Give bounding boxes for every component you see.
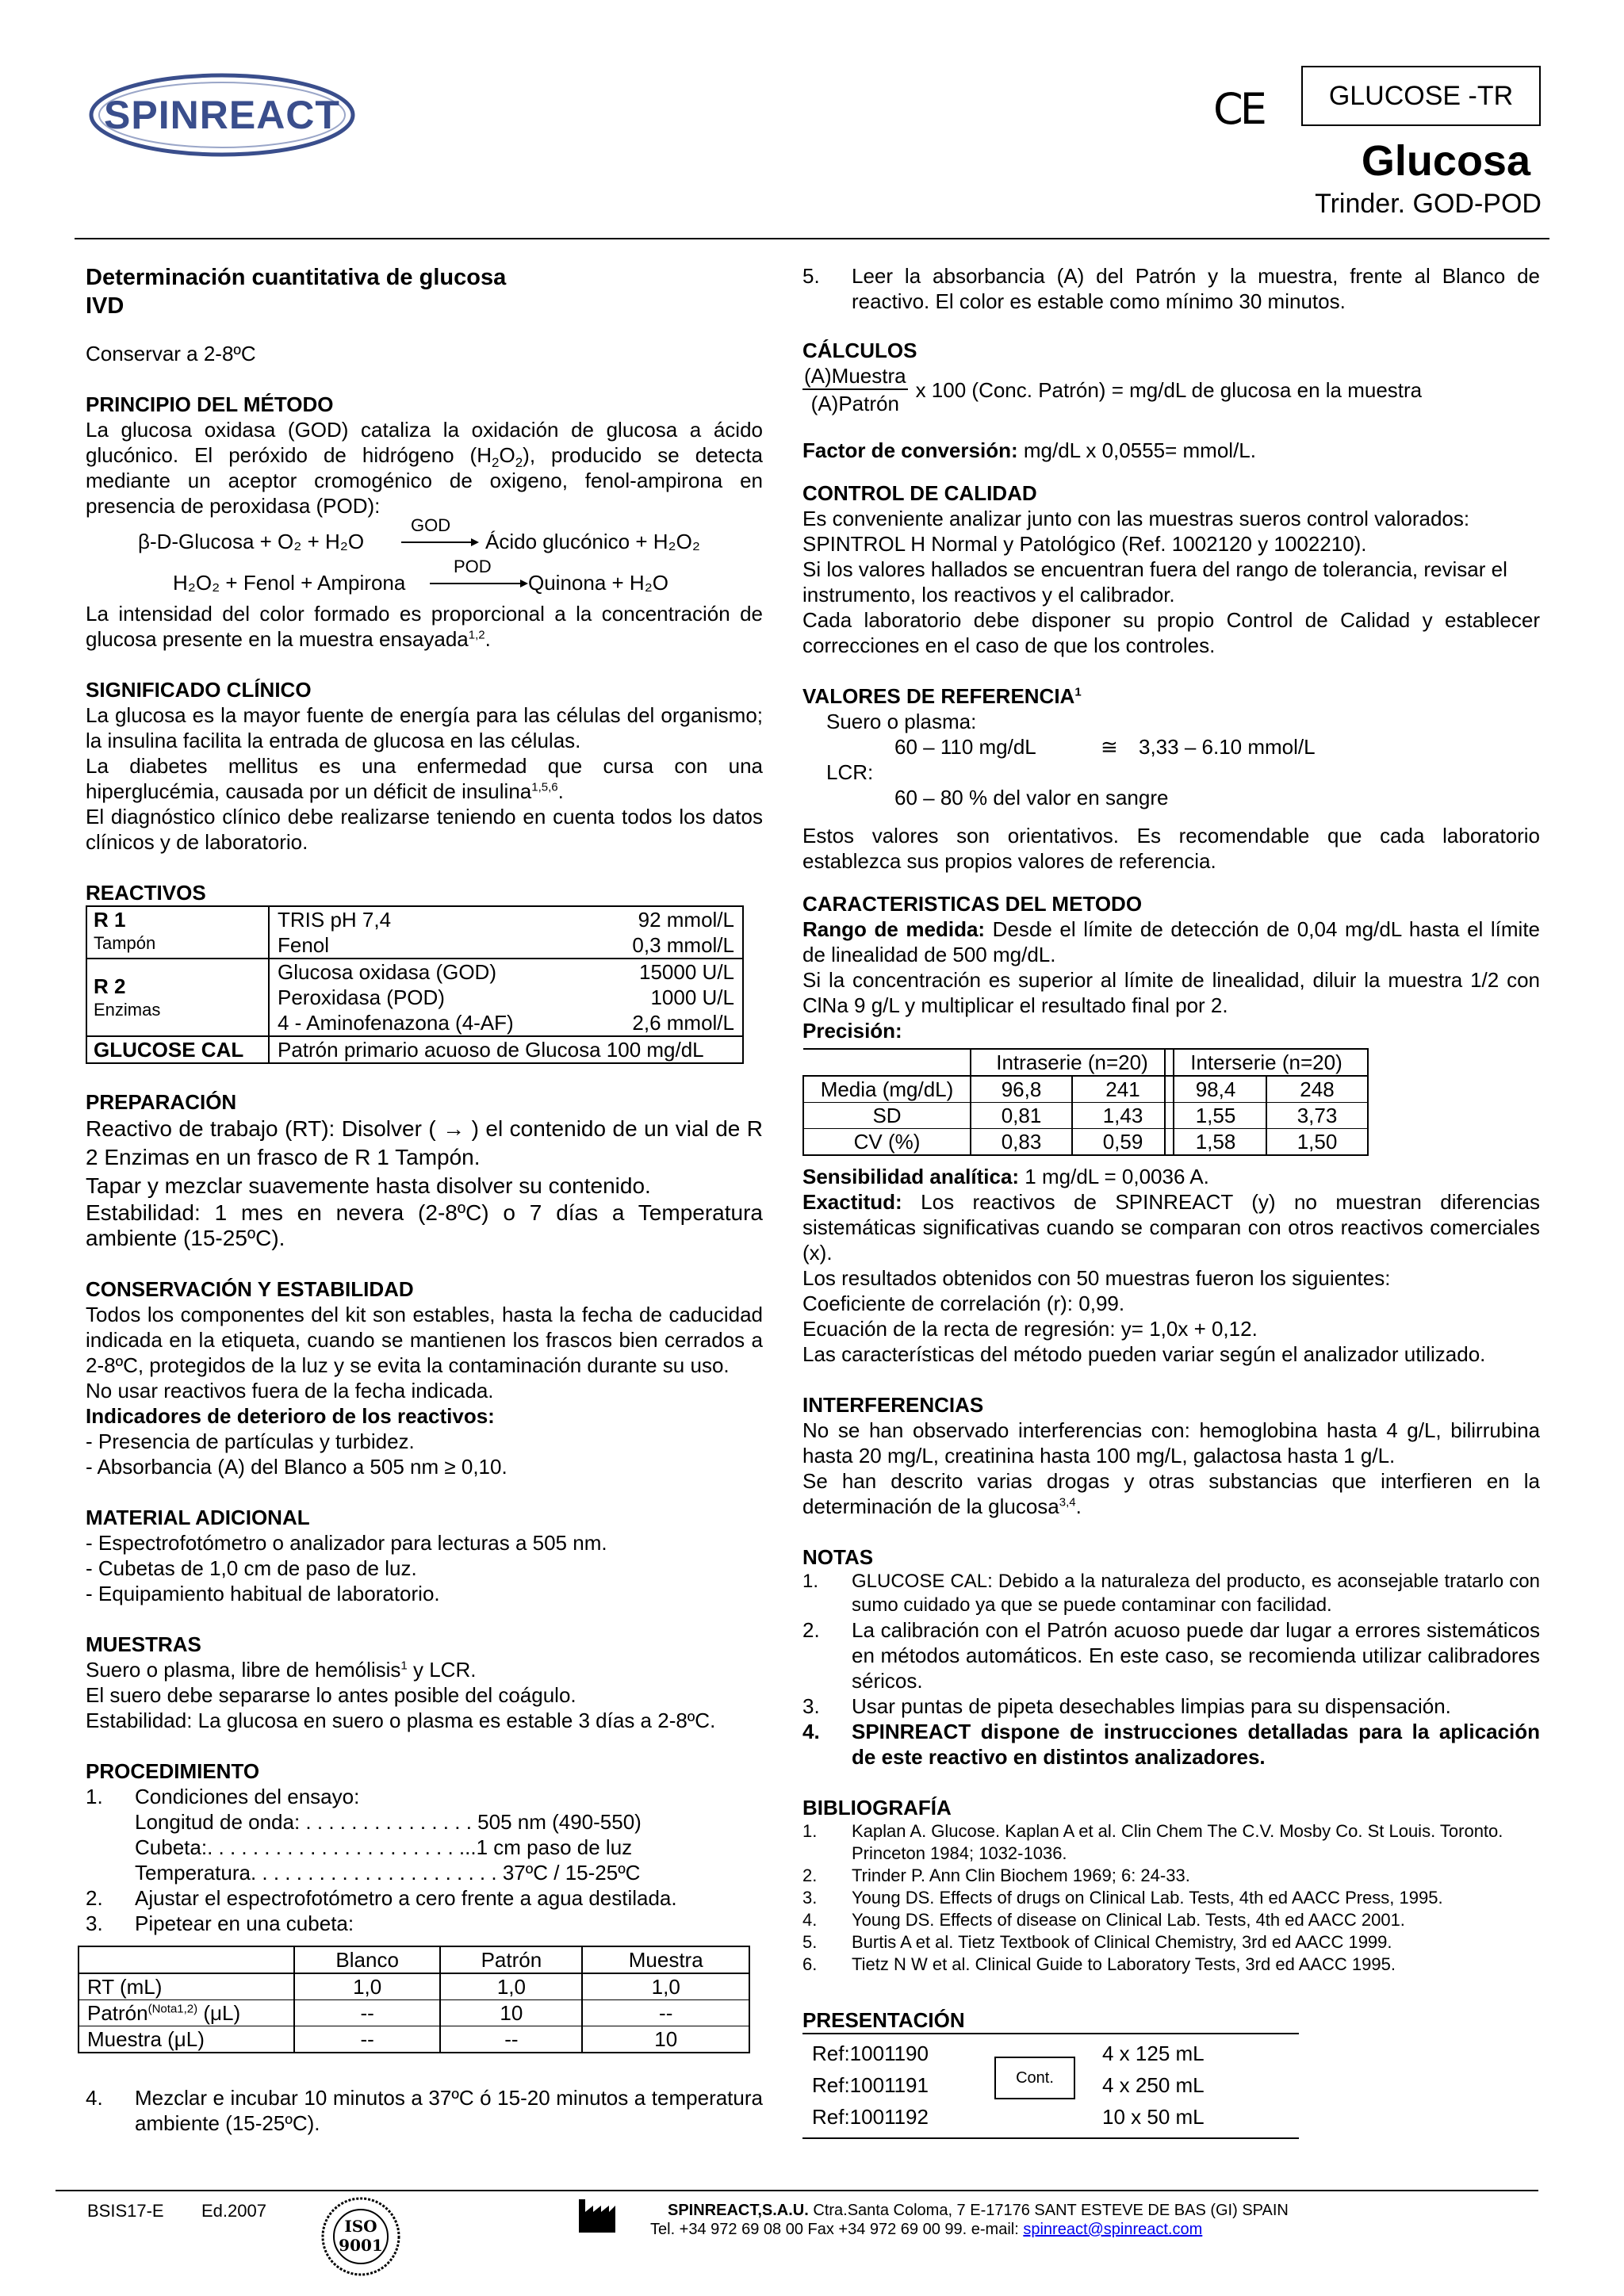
reagent-name: Glucosa oxidasa (GOD) xyxy=(278,960,496,984)
muestras-p1-body: Suero o plasma, libre de hemólisis xyxy=(86,1658,401,1682)
principio-text-b: ), producido se detecta mediante un aceptor cromogénico de oxigeno, fenol-ampirona en presencia de peroxidasa (POD): xyxy=(86,443,763,518)
table-cell: Media (mg/dL) xyxy=(803,1076,971,1103)
list-item xyxy=(802,1931,1540,1954)
referencia-note: Estos valores son orientativos. Es recomendable que cada laboratorio establezca sus propios valores de referencia. xyxy=(802,824,1540,873)
bib-number: 1. xyxy=(802,1821,818,1841)
interferencias-ref: 3,4 xyxy=(1059,1495,1076,1510)
doc-title-line1: Determinación cuantitativa de glucosa xyxy=(86,265,507,290)
table-cell: -- xyxy=(294,2000,440,2026)
bib-text: Trinder P. Ann Clin Biochem 1969; 6: 24-33. xyxy=(852,1866,1190,1885)
table-header-cell: Muestra xyxy=(628,1948,703,1972)
iso-number: 9001 xyxy=(339,2236,383,2255)
list-item xyxy=(802,1719,1540,1770)
preparacion-t1 xyxy=(86,1115,763,1172)
table-row xyxy=(79,2000,749,2026)
preparacion-t3: Estabilidad: 1 mes en nevera (2-8ºC) o 7 días a Temperatura ambiente (15-25ºC). xyxy=(86,1200,763,1250)
conservacion-p1: Todos los componentes del kit son estables, hasta la fecha de caducidad indicada en la etiqueta, cuando se mantienen los frascos bien cerrados a 2-8ºC, protegidos de la luz y se evita la contaminación durante su uso. xyxy=(86,1303,763,1377)
reagent-value: 0,3 mmol/L xyxy=(632,933,734,957)
leader-dots: . . . . . . . . . . . . . . . . . . . . . . xyxy=(250,1861,497,1885)
header-rule xyxy=(75,238,1549,239)
r1-cell xyxy=(86,906,269,959)
calculos-heading: CÁLCULOS xyxy=(802,339,917,362)
control-p3: Cada laboratorio debe disponer su propio Control de Calidad y establecer correcciones en el caso de que los controles. xyxy=(802,608,1540,657)
table-row xyxy=(79,2026,749,2053)
reaction-2 xyxy=(86,557,763,601)
bib-text: Kaplan A. Glucose. Kaplan A et al. Clin Chem The C.V. Mosby Co. St Louis. Toronto. Princeton 1984; 1032-1036. xyxy=(852,1821,1503,1863)
pack-size: 4 x 250 mL xyxy=(1102,2073,1205,2097)
preparacion-heading: PREPARACIÓN xyxy=(86,1090,237,1114)
table-cell: 3,73 xyxy=(1297,1104,1338,1127)
table-cell: SD xyxy=(803,1103,971,1129)
reaction-arrow-icon xyxy=(401,536,481,549)
principio-text-c-end: . xyxy=(485,627,491,651)
muestras-heading: MUESTRAS xyxy=(86,1632,201,1656)
table-cell: 1,0 xyxy=(651,1975,680,1999)
table-cell: 98,4 xyxy=(1165,1076,1266,1103)
clinico-p2-body: La diabetes mellitus es una enfermedad que cursa con una hiperglucémia, causada por un déficit de insulina xyxy=(86,754,763,803)
ivd-label: IVD xyxy=(86,293,124,319)
patron-unit: (μL) xyxy=(197,2001,241,2025)
table-cell: -- xyxy=(294,2026,440,2053)
table-row xyxy=(1165,1129,1368,1156)
factory-icon xyxy=(579,2196,615,2233)
table-cell: 10 xyxy=(440,2000,582,2026)
bib-text: Young DS. Effects of drugs on Clinical Lab. Tests, 4th ed AACC Press, 1995. xyxy=(852,1888,1443,1908)
table-header-cell xyxy=(79,1946,294,1973)
list-item xyxy=(802,1693,1540,1719)
interferencias-p2 xyxy=(802,1468,1540,1519)
step-number: 4. xyxy=(86,2086,103,2110)
conservacion-sub: Indicadores de deterioro de los reactivos: xyxy=(86,1404,495,1428)
reaction-1 xyxy=(86,515,763,560)
precision-intra-table xyxy=(802,1048,1174,1156)
table-row xyxy=(1165,1076,1368,1103)
caracteristicas-heading: CARACTERISTICAS DEL METODO xyxy=(802,892,1143,916)
note-number: 3. xyxy=(802,1694,820,1718)
list-item: - Absorbancia (A) del Blanco a 505 nm ≥ 0,10. xyxy=(86,1455,508,1479)
referencia-heading-text: VALORES DE REFERENCIA xyxy=(802,684,1075,708)
list-item: - Presencia de partículas y turbidez. xyxy=(86,1429,415,1453)
list-item xyxy=(86,2085,763,2136)
condition-label: Longitud de onda: xyxy=(135,1810,301,1834)
bibliografia-heading: BIBLIOGRAFÍA xyxy=(802,1796,952,1820)
pack-size: 10 x 50 mL xyxy=(1102,2105,1205,2129)
bib-text: Tietz N W et al. Clinical Guide to Laboratory Tests, 3rd ed AACC 1995. xyxy=(852,1954,1396,1974)
precision-tables xyxy=(802,1048,1540,1156)
factor-line xyxy=(802,438,1540,463)
note-text: Usar puntas de pipeta desechables limpias para su dispensación. xyxy=(852,1694,1451,1718)
patron-note: (Nota1,2) xyxy=(147,2002,198,2016)
factor-label: Factor de conversión: xyxy=(802,438,1018,462)
bib-number: 3. xyxy=(802,1888,818,1908)
material-item: Equipamiento habitual de laboratorio. xyxy=(98,1582,440,1605)
rango-label: Rango de medida: xyxy=(802,917,986,941)
iso-seal xyxy=(320,2196,401,2277)
preparacion-t2: Tapar y mezclar suavemente hasta disolver su contenido. xyxy=(86,1173,651,1198)
ref-code: Ref:1001192 xyxy=(812,2105,929,2129)
table-cell: RT (mL) xyxy=(79,1973,294,2000)
table-header-cell: Interserie (n=20) xyxy=(1190,1050,1342,1074)
step-text: Mezclar e incubar 10 minutos a 37ºC ó 15-20 minutos a temperatura ambiente (15-25ºC). xyxy=(135,2086,763,2135)
control-p2: Si los valores hallados se encuentran fuera del rango de tolerancia, revisar el instrumento, los reactivos y el calibrador. xyxy=(802,557,1507,607)
table-cell: 241 xyxy=(1072,1076,1174,1103)
ref-serum-label: Suero o plasma: xyxy=(826,710,977,733)
clinico-heading: SIGNIFICADO CLÍNICO xyxy=(86,678,312,702)
reaction-2-left: H₂O₂ + Fenol + Ampirona xyxy=(173,571,406,595)
table-cell: 1,58 xyxy=(1165,1129,1266,1156)
ref-code: Ref:1001190 xyxy=(812,2042,929,2065)
table-cell: 96,8 xyxy=(971,1076,1072,1103)
presentacion-heading: PRESENTACIÓN xyxy=(802,2008,965,2032)
table-row xyxy=(79,1973,749,2000)
analyzer-note: Las características del método pueden variar según el analizador utilizado. xyxy=(802,1342,1486,1366)
notas-heading: NOTAS xyxy=(802,1545,874,1569)
company-address: Ctra.Santa Coloma, 7 E-17176 SANT ESTEVE DE BAS (GI) SPAIN xyxy=(808,2202,1289,2219)
principio-text: La glucosa oxidasa (GOD) cataliza la oxidación de glucosa a ácido glucónico. El peróxido de hidrógeno $(H_2O_2)$, producido se detecta mediante un aceptor cromogénico de oxigeno, fenol-ampirona en presencia de peroxidasa (POD): xyxy=(86,418,763,518)
list-item xyxy=(802,1909,1540,1931)
ref-code: Ref:1001191 xyxy=(812,2073,929,2097)
table-header-cell: Blanco xyxy=(294,1946,440,1973)
table-cell xyxy=(803,1049,971,1076)
table-cell: 1,0 xyxy=(440,1973,582,2000)
doc-title xyxy=(86,263,763,292)
condition-label: Cubeta:. xyxy=(135,1835,213,1859)
table-cell: 1,0 xyxy=(294,1973,440,2000)
list-item xyxy=(802,1865,1540,1887)
deterioro-item: Absorbancia (A) del Blanco a 505 nm ≥ 0,10. xyxy=(97,1455,508,1479)
leader-dots: . . . . . . . . . . . . . . . . . . . . . .. xyxy=(213,1835,471,1859)
list-item xyxy=(802,1820,1540,1865)
interferencias-p2-body: Se han descrito varias drogas y otras substancias que interfieren en la determinación de la glucosa xyxy=(802,1469,1540,1518)
control-p1: Es conveniente analizar junto con las muestras sueros control valorados: SPINTROL H Normal y Patológico (Ref. 1002120 y 1002210). xyxy=(802,507,1470,556)
bib-number: 2. xyxy=(802,1866,818,1885)
muestras-p2: El suero debe separarse lo antes posible del coágulo. xyxy=(86,1683,576,1707)
note-number: 2. xyxy=(802,1618,820,1642)
r2-cell xyxy=(86,959,269,1036)
bib-number: 6. xyxy=(802,1954,818,1974)
calc-formula xyxy=(802,363,1540,417)
footer-rule xyxy=(56,2190,1538,2191)
results-intro: Los resultados obtenidos con 50 muestras fueron los siguientes: xyxy=(802,1266,1391,1290)
condition-value: .1 cm paso de luz xyxy=(470,1835,633,1859)
calc-numerator: (A)Muestra xyxy=(802,363,908,390)
condition-wavelength xyxy=(86,1809,763,1835)
doc-edition: Ed.2007 xyxy=(201,2201,266,2221)
table-cell xyxy=(79,2000,294,2026)
step-text: Leer la absorbancia (A) del Patrón y la muestra, frente al Blanco de reactivo. El color es estable como mínimo 30 minutos. xyxy=(852,264,1540,313)
list-item xyxy=(86,1784,763,1809)
list-item: - Cubetas de 1,0 cm de paso de luz. xyxy=(86,1556,417,1580)
reaction-arrow-icon xyxy=(430,577,530,590)
approx-icon: ≅ xyxy=(1101,735,1118,759)
note-text: La calibración con el Patrón acuoso puede dar lugar a errores sistemáticos en métodos automáticos. En este caso, se recomienda utilizar calibradores séricos. xyxy=(852,1618,1540,1693)
product-code-box xyxy=(1301,66,1541,126)
calc-denominator: (A)Patrón xyxy=(810,392,899,415)
table-cell: 0,83 xyxy=(971,1129,1072,1156)
list-item: - Espectrofotómetro o analizador para lecturas a 505 nm. xyxy=(86,1531,607,1555)
email-link[interactable]: spinreact@spinreact.com xyxy=(1023,2221,1203,2238)
table-cell: 1,43 xyxy=(1072,1103,1174,1129)
exactitud-label: Exactitud: xyxy=(802,1190,902,1214)
ce-mark: CE xyxy=(1213,84,1264,134)
note-text: GLUCOSE CAL: Debido a la naturaleza del producto, es aconsejable tratarlo con sumo cuidado ya que se puede contaminar con facilidad. xyxy=(852,1571,1540,1616)
regression-text: Ecuación de la recta de regresión: y= 1,0x + 0,12. xyxy=(802,1317,1258,1341)
condition-value: 37ºC / 15-25ºC xyxy=(502,1861,641,1885)
table-header-cell: Patrón xyxy=(440,1946,582,1973)
conservacion-heading: CONSERVACIÓN Y ESTABILIDAD xyxy=(86,1277,414,1301)
rango-text xyxy=(802,916,1540,967)
referencia-heading xyxy=(802,683,1540,709)
page-title: Glucosa xyxy=(1361,137,1530,185)
step-number: 2. xyxy=(86,1886,103,1910)
list-item xyxy=(802,1617,1540,1693)
procedimiento-heading: PROCEDIMIENTO xyxy=(86,1759,260,1783)
reaction-1-right: Ácido glucónico + H₂O₂ xyxy=(485,530,700,553)
correlation-text: Coeficiente de correlación (r): 0,99. xyxy=(802,1292,1125,1315)
table-cell: -- xyxy=(659,2001,673,2025)
footer-address xyxy=(668,2201,1289,2220)
factor-text: mg/dL x 0,0555= mmol/L. xyxy=(1017,438,1256,462)
r2-sub: Enzimas xyxy=(94,1000,161,1020)
table-row xyxy=(86,1036,743,1063)
table-cell: CV (%) xyxy=(803,1129,971,1156)
deterioro-item: Presencia de partículas y turbidez. xyxy=(98,1429,415,1453)
conservacion-p2: No usar reactivos fuera de la fecha indicada. xyxy=(86,1379,494,1402)
reagent-value: 15000 U/L xyxy=(639,960,734,984)
principio-text-a: La glucosa oxidasa (GOD) cataliza la oxidación de glucosa a ácido glucónico. El peróxido de hidrógeno (H xyxy=(86,418,763,467)
muestras-p1-end: y LCR. xyxy=(407,1658,477,1682)
arrow-right-icon: → xyxy=(442,1116,465,1141)
product-code: GLUCOSE -TR xyxy=(1328,80,1514,111)
table-cell: 248 xyxy=(1300,1077,1335,1101)
pipetting-table xyxy=(78,1946,750,2053)
prep-t1a: Reactivo de trabajo (RT): Disolver ( xyxy=(86,1116,436,1141)
principio-ref: 1,2 xyxy=(468,628,485,642)
table-cell: Muestra (μL) xyxy=(79,2026,294,2053)
exactitud-body: Los reactivos de SPINREACT (y) no muestran diferencias sistemáticas significativas cuando se comparan con otros reactivos comerciales (x). xyxy=(802,1190,1540,1265)
bib-number: 5. xyxy=(802,1932,818,1952)
table-cell: 1,50 xyxy=(1297,1130,1338,1154)
cont-box xyxy=(994,2057,1075,2099)
right-column xyxy=(802,263,1540,2139)
clinico-p2 xyxy=(86,753,763,804)
note-number: 4. xyxy=(802,1720,820,1743)
ref-lcr-label: LCR: xyxy=(826,760,874,784)
contact-phone: Tel. +34 972 69 08 00 Fax +34 972 69 00 99. e-mail: xyxy=(650,2221,1024,2238)
sensibilidad-line xyxy=(802,1164,1540,1189)
cal-label: GLUCOSE CAL xyxy=(86,1036,269,1063)
interferencias-p1: No se han observado interferencias con: hemoglobina hasta 4 g/L, bilirrubina hasta 20 mg/L, creatinina hasta 100 mg/L, galactosa hasta 1 g/L. xyxy=(802,1418,1540,1468)
clinico-p1: La glucosa es la mayor fuente de energía para las células del organismo; la insulina facilita la entrada de glucosa en las células. xyxy=(86,703,763,752)
condition-value: 505 nm (490-550) xyxy=(477,1810,642,1834)
list-item: - Equipamiento habitual de laboratorio. xyxy=(86,1582,440,1605)
muestras-p1 xyxy=(86,1657,763,1682)
calc-text: x 100 (Conc. Patrón) = mg/dL de glucosa en la muestra xyxy=(915,377,1423,402)
material-heading: MATERIAL ADICIONAL xyxy=(86,1506,310,1529)
muestras-p3: Estabilidad: La glucosa en suero o plasma es estable 3 días a 2-8ºC. xyxy=(86,1709,716,1732)
dilution-text: Si la concentración es superior al límite de linealidad, diluir la muestra 1/2 con ClNa 9 g/L y multiplicar el resultado final por 2. xyxy=(802,968,1540,1017)
precision-label: Precisión: xyxy=(802,1019,902,1043)
reagent-name: Fenol xyxy=(278,933,330,957)
table-row xyxy=(86,906,743,932)
cont-label: Cont. xyxy=(1016,2068,1054,2087)
list-item xyxy=(802,1570,1540,1617)
table-cell: 0,59 xyxy=(1072,1129,1174,1156)
material-item: Cubetas de 1,0 cm de paso de luz. xyxy=(98,1556,417,1580)
calc-fraction xyxy=(802,363,908,417)
control-heading: CONTROL DE CALIDAD xyxy=(802,481,1037,505)
doc-code: BSIS17-E xyxy=(87,2201,164,2221)
bib-number: 4. xyxy=(802,1910,818,1930)
reagent-name: 4 - Aminofenazona (4-AF) xyxy=(278,1011,514,1035)
brand-logo xyxy=(87,71,357,159)
list-item xyxy=(86,1911,763,1936)
step-text: Condiciones del ensayo: xyxy=(135,1785,360,1808)
reagent-name: TRIS pH 7,4 xyxy=(278,908,392,932)
reaction-1-left: β-D-Glucosa + O₂ + H₂O xyxy=(138,530,365,553)
material-item: Espectrofotómetro o analizador para lecturas a 505 nm. xyxy=(98,1531,607,1555)
reagent-value: 92 mmol/L xyxy=(638,908,734,932)
precision-inter-table xyxy=(1164,1048,1369,1156)
interferencias-p2-end: . xyxy=(1075,1494,1082,1518)
principio-heading: PRINCIPIO DEL MÉTODO xyxy=(86,392,334,416)
referencia-ref: 1 xyxy=(1074,685,1082,699)
footer-contact xyxy=(650,2220,1202,2239)
reactivos-table xyxy=(86,905,744,1064)
table-row xyxy=(1165,1049,1368,1076)
r1-label: R 1 xyxy=(94,908,126,932)
ref-lcr-value: 60 – 80 % del valor en sangre xyxy=(894,786,1169,809)
muestras-ref: 1 xyxy=(400,1659,408,1673)
principio-text-c xyxy=(86,601,763,652)
clinico-ref: 1,5,6 xyxy=(531,780,558,794)
pack-size: 4 x 125 mL xyxy=(1102,2042,1205,2065)
table-row xyxy=(79,1946,749,1973)
step-text: Ajustar el espectrofotómetro a cero frente a agua destilada. xyxy=(135,1886,677,1910)
table-row xyxy=(1165,1103,1368,1129)
r1-sub: Tampón xyxy=(94,933,156,953)
condition-cuvette xyxy=(86,1835,763,1860)
reaction-2-right: Quinona + H₂O xyxy=(528,571,669,595)
bib-text: Burtis A et al. Tietz Textbook of Clinical Chemistry, 3rd ed AACC 1999. xyxy=(852,1932,1392,1952)
reactivos-heading: REACTIVOS xyxy=(86,881,206,905)
company-name: SPINREACT,S.A.U. xyxy=(668,2202,809,2219)
rango-body: Desde el límite de detección de 0,04 mg/dL hasta el límite de linealidad de 500 mg/dL. xyxy=(802,917,1540,966)
reaction-1-enzyme: GOD xyxy=(411,515,451,535)
sensibilidad-text: 1 mg/dL = 0,0036 A. xyxy=(1019,1165,1209,1188)
reagent-name: Peroxidasa (POD) xyxy=(278,985,445,1009)
table-cell: 1,55 xyxy=(1165,1103,1266,1129)
interferencias-heading: INTERFERENCIAS xyxy=(802,1393,984,1417)
ref-serum-values xyxy=(802,734,1540,760)
leader-dots: . . . . . . . . . . . . . . . xyxy=(300,1810,472,1834)
step-text: Pipetear en una cubeta: xyxy=(135,1911,354,1935)
clinico-p3: El diagnóstico clínico debe realizarse teniendo en cuenta todos los datos clínicos y de laboratorio. xyxy=(86,805,763,854)
note-text: SPINREACT dispone de instrucciones detalladas para la aplicación de este reactivo en distintos analizadores. xyxy=(852,1720,1540,1769)
table-row xyxy=(803,1129,1174,1156)
left-column xyxy=(86,263,763,2136)
table-cell: -- xyxy=(440,2026,582,2053)
list-item xyxy=(86,1885,763,1911)
step-number: 1. xyxy=(86,1785,103,1808)
patron-label: Patrón xyxy=(87,2001,148,2025)
table-row xyxy=(86,959,743,985)
prep-t1b: ) el contenido de un vial de R 2 Enzimas en un frasco de R 1 Tampón. xyxy=(86,1116,764,1169)
condition-label: Temperatura xyxy=(135,1861,251,1885)
table-row xyxy=(803,1103,1174,1129)
iso-label: ISO xyxy=(344,2217,377,2236)
step-number: 5. xyxy=(802,264,820,288)
reagent-value: 1000 U/L xyxy=(650,985,734,1009)
step-number: 3. xyxy=(86,1911,103,1935)
reaction-2-enzyme: POD xyxy=(454,557,492,576)
table-cell: 0,81 xyxy=(971,1103,1072,1129)
r2-label: R 2 xyxy=(94,974,126,998)
table-row xyxy=(803,1076,1174,1103)
presentacion-block xyxy=(802,2033,1299,2139)
list-item xyxy=(802,1954,1540,1976)
sensibilidad-label: Sensibilidad analítica: xyxy=(802,1165,1020,1188)
exactitud-text xyxy=(802,1189,1540,1265)
condition-temperature xyxy=(86,1860,763,1885)
cal-text: Patrón primario acuoso de Glucosa 100 mg/dL xyxy=(278,1038,704,1062)
clinico-p2-end: . xyxy=(557,779,564,803)
page-subtitle: Trinder. GOD-POD xyxy=(1315,189,1542,219)
list-item xyxy=(802,1887,1540,1909)
list-item xyxy=(802,263,1540,314)
table-cell: 10 xyxy=(654,2027,678,2051)
brand-name: SPINREACT xyxy=(104,93,340,137)
reagent-value: 2,6 mmol/L xyxy=(632,1011,734,1035)
note-number: 1. xyxy=(802,1571,819,1592)
principio-text-c-body: La intensidad del color formado es proporcional a la concentración de glucosa presente en la muestra ensayada xyxy=(86,602,763,651)
table-header-cell: Intraserie (n=20) xyxy=(971,1049,1174,1076)
ref-serum-mmol: 3,33 – 6.10 mmol/L xyxy=(1139,735,1316,759)
bib-text: Young DS. Effects of disease on Clinical Lab. Tests, 4th ed AACC 2001. xyxy=(852,1910,1405,1930)
table-row xyxy=(803,1049,1174,1076)
ref-serum-mgdl: 60 – 110 mg/dL xyxy=(894,735,1036,759)
storage-note: Conservar a 2-8ºC xyxy=(86,342,256,365)
